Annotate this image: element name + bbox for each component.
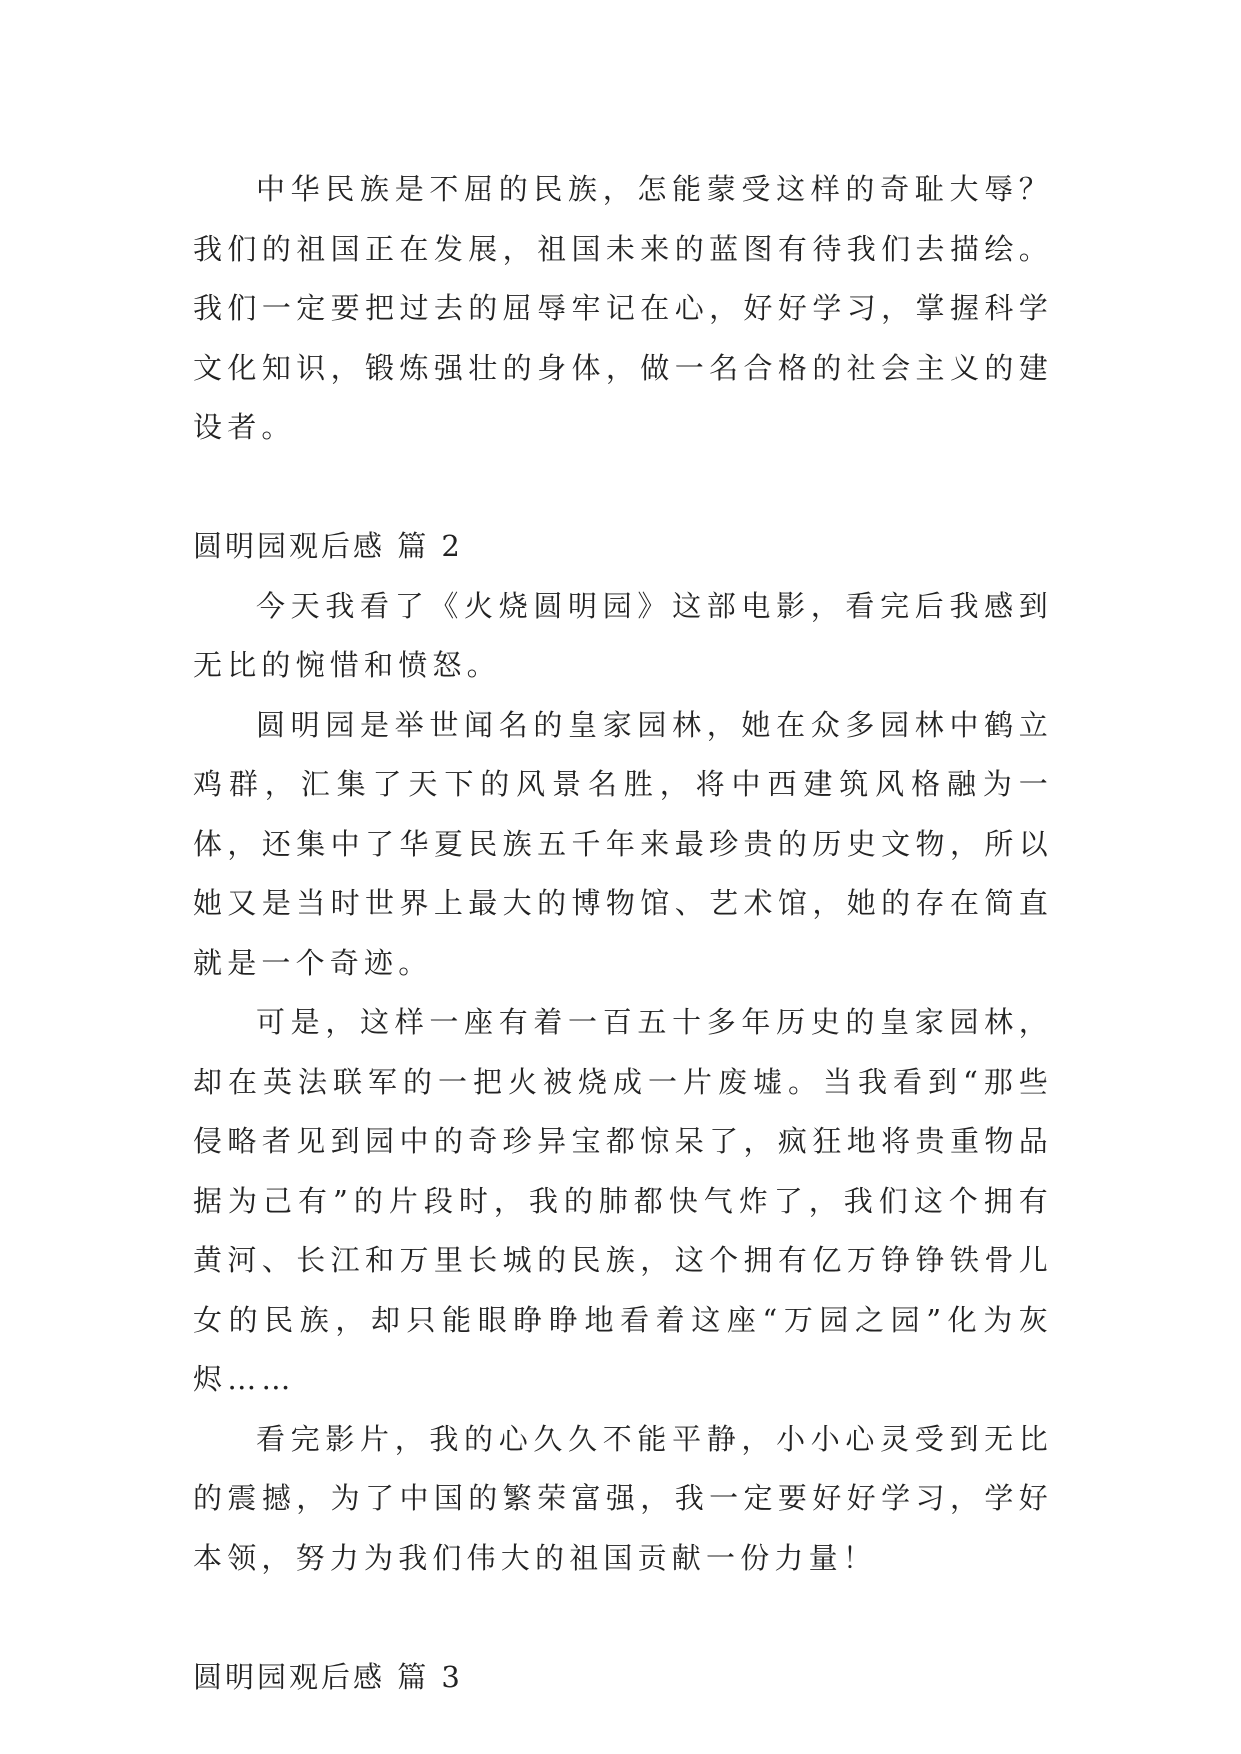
section-heading: 圆明园观后感 篇 2 xyxy=(193,529,463,563)
document-page xyxy=(193,160,1053,1707)
section-spacer xyxy=(193,1588,1053,1648)
section-heading: 圆明园观后感 篇 3 xyxy=(193,1659,463,1694)
paragraph: 可是，这样一座有着一百五十多年历史的皇家园林，却在英法联军的一把火被烧成一片废墟。当我看到“那些侵略者见到园中的奇珍异宝都惊呆了，疯狂地将贵重物品据为己有”的片段时，我的肺都快气炸了，我们这个拥有黄河、长江和万里长城的民族，这个拥有亿万铮铮铁骨儿女的民族，却只能眼睁睁地看着这座“万园之园”化为灰烬…… xyxy=(193,1005,1053,1396)
paragraph: 今天我看了《火烧圆明园》这部电影，看完后我感到无比的惋惜和愤怒。 xyxy=(193,588,1053,682)
paragraph: 中华民族是不屈的民族，怎能蒙受这样的奇耻大辱？我们的祖国正在发展，祖国未来的蓝图有待我们去描绘。我们一定要把过去的屈辱牢记在心，好好学习，掌握科学文化知识，锻炼强壮的身体，做一名合格的社会主义的建设者。 xyxy=(193,172,1053,444)
paragraph: 看完影片，我的心久久不能平静，小小心灵受到无比的震撼，为了中国的繁荣富强，我一定要好好学习，学好本领，努力为我们伟大的祖国贡献一份力量！ xyxy=(193,1421,1053,1575)
section-spacer xyxy=(193,458,1053,518)
paragraph: 圆明园是举世闻名的皇家园林，她在众多园林中鹤立鸡群，汇集了天下的风景名胜，将中西建筑风格融为一体，还集中了华夏民族五千年来最珍贵的历史文物，所以她又是当时世界上最大的博物馆、艺术馆，她的存在简直就是一个奇迹。 xyxy=(193,707,1053,980)
